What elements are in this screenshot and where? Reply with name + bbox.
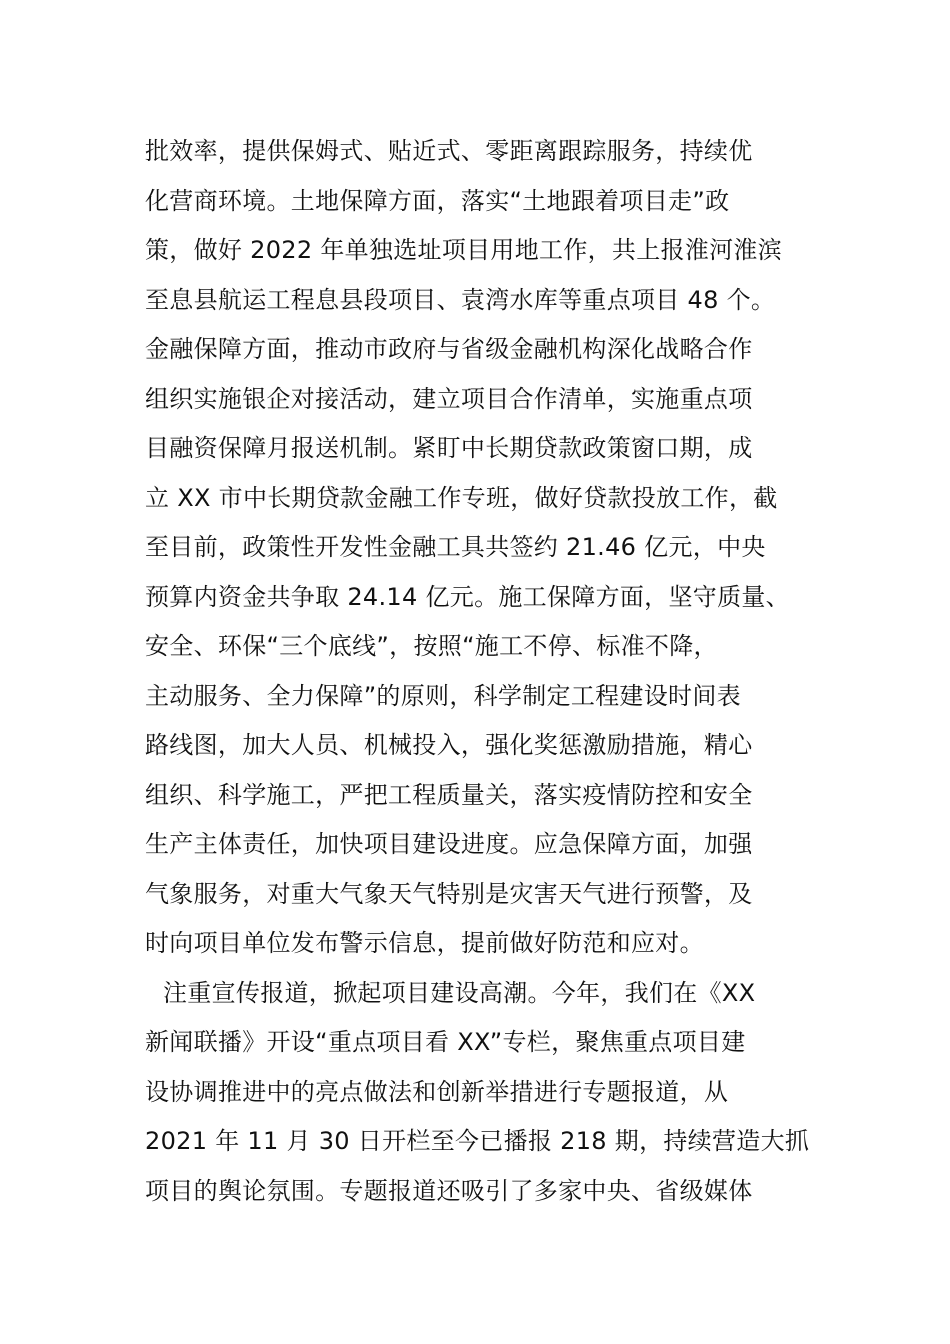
text-line: 组织实施银企对接活动，建立项目合作清单，实施重点项 xyxy=(145,384,753,413)
text-line: 时向项目单位发布警示信息，提前做好防范和应对。 xyxy=(145,929,704,957)
text-line: 2021 年 11 月 30 日开栏至今已播报 218 期，持续营造大抓 xyxy=(145,1127,810,1155)
text-line: 策，做好 2022 年单独选址项目用地工作，共上报淮河淮滨 xyxy=(145,236,783,264)
text-line: 至目前，政策性开发性金融工具共签约 21.46 亿元，中央 xyxy=(145,533,766,561)
text-line: 目融资保障月报送机制。紧盯中长期贷款政策窗口期，成 xyxy=(145,434,753,462)
body-text xyxy=(145,127,815,1216)
text-line: 批效率，提供保姆式、贴近式、零距离跟踪服务，持续优 xyxy=(145,137,753,165)
text-line: 预算内资金共争取 24.14 亿元。施工保障方面，坚守质量、 xyxy=(145,582,790,611)
text-line: 新闻联播》开设“重点项目看 XX”专栏，聚焦重点项目建 xyxy=(145,1028,746,1056)
text-line: 至息县航运工程息县段项目、袁湾水库等重点项目 48 个。 xyxy=(145,285,776,314)
text-line: 生产主体责任，加快项目建设进度。应急保障方面，加强 xyxy=(145,830,753,858)
paragraph-start-line: 注重宣传报道，掀起项目建设高潮。今年，我们在《XX xyxy=(163,978,756,1007)
text-line: 路线图，加大人员、机械投入，强化奖惩激励措施，精心 xyxy=(145,731,753,759)
text-line: 设协调推进中的亮点做法和创新举措进行专题报道，从 xyxy=(145,1077,729,1106)
text-line: 项目的舆论氛围。专题报道还吸引了多家中央、省级媒体 xyxy=(145,1176,753,1205)
text-line: 组织、科学施工，严把工程质量关，落实疫情防控和安全 xyxy=(145,780,753,809)
text-line: 立 XX 市中长期贷款金融工作专班，做好贷款投放工作，截 xyxy=(145,483,778,512)
text-line: 主动服务、全力保障”的原则，科学制定工程建设时间表 xyxy=(145,681,741,710)
text-line: 气象服务，对重大气象天气特别是灾害天气进行预警，及 xyxy=(145,879,753,908)
text-line: 金融保障方面，推动市政府与省级金融机构深化战略合作 xyxy=(145,335,753,363)
text-line: 安全、环保“三个底线”，按照“施工不停、标准不降， xyxy=(145,632,718,660)
text-line: 化营商环境。土地保障方面，落实“土地跟着项目走”政 xyxy=(145,186,730,215)
